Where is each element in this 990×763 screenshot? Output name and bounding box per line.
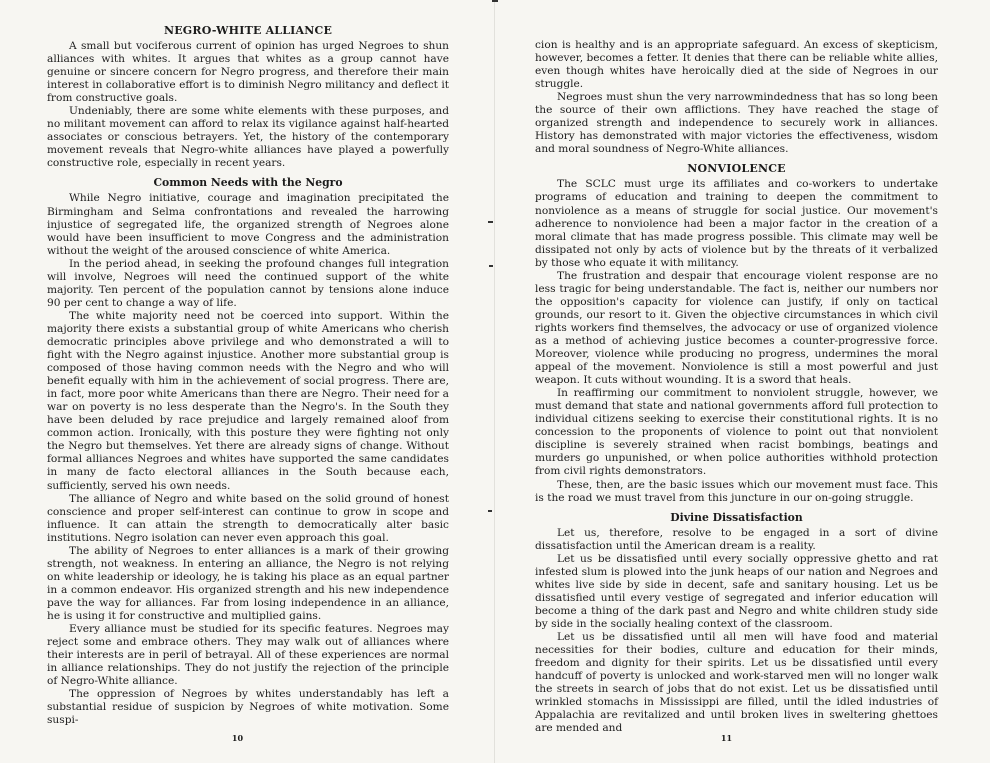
section-title-nonviolence: NONVIOLENCE <box>687 162 786 176</box>
right-page-column <box>535 39 938 735</box>
scan-mark <box>488 221 493 223</box>
paragraph: The alliance of Negro and white based on the solid ground of honest conscience and proper self-interest can continue to grow in scope and influence. It can attain the strength to democratically alter basic institutions. Negro isolation can never even approach this goal. <box>47 492 449 544</box>
left-page-column <box>47 24 449 727</box>
page-number: 11 <box>720 733 733 743</box>
paragraph: While Negro initiative, courage and imagination precipitated the Birmingham and Selma confrontations and revealed the harrowing injustice of segregated life, the organized strength of Negroes alone would have been insufficient to move Congress and the administration without the weight of the aroused conscience of white America. <box>47 192 449 257</box>
right-page <box>495 0 990 763</box>
page-number: 10 <box>231 733 244 743</box>
paragraph: Undeniably, there are some white elements with these purposes, and no militant movement can afford to relax its vigilance against half-hearted associates or conscious betrayers. Yet, the history of the contemporary movement reveals that Negro-white alliances have played a powerfully constructive role, especially in recent years. <box>47 105 449 170</box>
subheading-common-needs: Common Needs with the Negro <box>153 176 343 190</box>
scan-mark <box>488 510 492 512</box>
paragraph: Let us be dissatisfied until all men will have food and material necessities for their bodies, culture and education for their minds, freedom and dignity for their spirits. Let us be dissatisfied until every handcuff of poverty is unlocked and work-starved men will no longer walk the streets in search of jobs that do not exist. Let us be dissatisfied until wrinkled stomachs in Mississippi are filled, until the idled industries of Appalachia are revitalized and until broken lives in sweltering ghettoes are mended and <box>535 630 938 735</box>
paragraph: In reaffirming our commitment to nonviolent struggle, however, we must demand that state and national governments afford full protection to individual citizens seeking to exercise their constitutional rights. It is no concession to the proponents of violence to point out that nonviolent discipline is severely strained when racist bombings, beatings and murders go unpunished, or when police authorities withhold protection from civil rights demonstrators. <box>535 387 938 478</box>
paragraph: The white majority need not be coerced into support. Within the majority there exists a substantial group of white Americans who cherish democratic principles above privilege and who demonstrated a will to fight with the Negro against injustice. Another more substantial group is composed of those having common needs with the Negro and who will benefit equally with him in the achievement of social progress. There are, in fact, more poor white Americans than there are Negro. Their need for a war on poverty is no less desperate than the Negro's. In the South they have been deluded by race prejudice and largely remained aloof from common action. Ironically, with this posture they were fighting not only the Negro but themselves. Yet there are already signs of change. Without formal alliances Negroes and whites have supported the same candidates in many de facto electoral alliances in the South because each, sufficiently, served his own needs. <box>47 309 449 492</box>
paragraph: The oppression of Negroes by whites understandably has left a substantial residue of suspicion by Negroes of white motivation. Some suspi- <box>47 688 449 727</box>
paragraph: In the period ahead, in seeking the profound changes full integration will involve, Negroes will need the continued support of the white majority. Ten percent of the population cannot by tensions alone induce 90 per cent to change a way of life. <box>47 257 449 309</box>
paragraph: A small but vociferous current of opinion has urged Negroes to shun alliances with whites. It argues that whites as a group cannot have genuine or sincere concern for Negro progress, and therefore their main interest in collaborative effort is to diminish Negro militancy and deflect it from constructive goals. <box>47 40 449 105</box>
paragraph: The frustration and despair that encourage violent response are no less tragic for being understandable. The fact is, neither our numbers nor the opposition's capacity for violence can justify, if only on tactical grounds, our resort to it. Given the objective circumstances in which civil rights workers find themselves, the advocacy or use of organized violence as a method of achieving justice becomes a counter-progressive force. Moreover, violence while producing no progress, undermines the moral appeal of the movement. Nonviolence is still a most powerful and just weapon. It cuts without wounding. It is a sword that heals. <box>535 269 938 387</box>
paragraph: The SCLC must urge its affiliates and co-workers to undertake programs of education and training to deepen the commitment to nonviolence as a means of struggle for social justice. Our movement's adherence to nonviolence had been a major factor in the creation of a moral climate that has made progress possible. This climate may well be dissipated not only by acts of violence but by the threats of it verbalized by those who equate it with militancy. <box>535 178 938 269</box>
scan-mark <box>492 0 498 2</box>
scan-mark <box>489 265 493 267</box>
paragraph-continuation: cion is healthy and is an appropriate safeguard. An excess of skepticism, however, becomes a fetter. It denies that there can be reliable white allies, even though whites have heroically died at the side of Negroes in our struggle. <box>535 39 938 91</box>
paragraph: Every alliance must be studied for its specific features. Negroes may reject some and embrace others. They may walk out of alliances where their interests are in peril of betrayal. All of these experiences are normal in alliance relationships. They do not justify the rejection of the principle of Negro-White alliance. <box>47 623 449 688</box>
paragraph: Let us be dissatisfied until every socially oppressive ghetto and rat infested slum is plowed into the junk heaps of our nation and Negroes and whites live side by side in decent, safe and sanitary housing. Let us be dissatisfied until every vestige of segregated and inferior education will become a thing of the dark past and Negro and white children study side by side in the socially healing context of the classroom. <box>535 552 938 630</box>
section-title-negro-white-alliance: NEGRO-WHITE ALLIANCE <box>163 24 333 37</box>
paragraph: Let us, therefore, resolve to be engaged in a sort of divine dissatisfaction until the American dream is a reality. <box>535 526 938 552</box>
subheading-divine-dissatisfaction: Divine Dissatisfaction <box>670 510 803 524</box>
paragraph: These, then, are the basic issues which our movement must face. This is the road we must travel from this juncture in our on-going struggle. <box>535 478 938 504</box>
paragraph: Negroes must shun the very narrowmindedness that has so long been the source of their own afflictions. They have reached the stage of organized strength and independence to securely work in alliances. History has demonstrated with major victories the effectiveness, wisdom and moral soundness of Negro-White alliances. <box>535 91 938 156</box>
paragraph: The ability of Negroes to enter alliances is a mark of their growing strength, not weakness. In entering an alliance, the Negro is not relying on white leadership or ideology, he is taking his place as an equal partner in a common endeavor. His organized strength and his new independence pave the way for alliances. Far from losing independence in an alliance, he is using it for constructive and multiplied gains. <box>47 544 449 622</box>
